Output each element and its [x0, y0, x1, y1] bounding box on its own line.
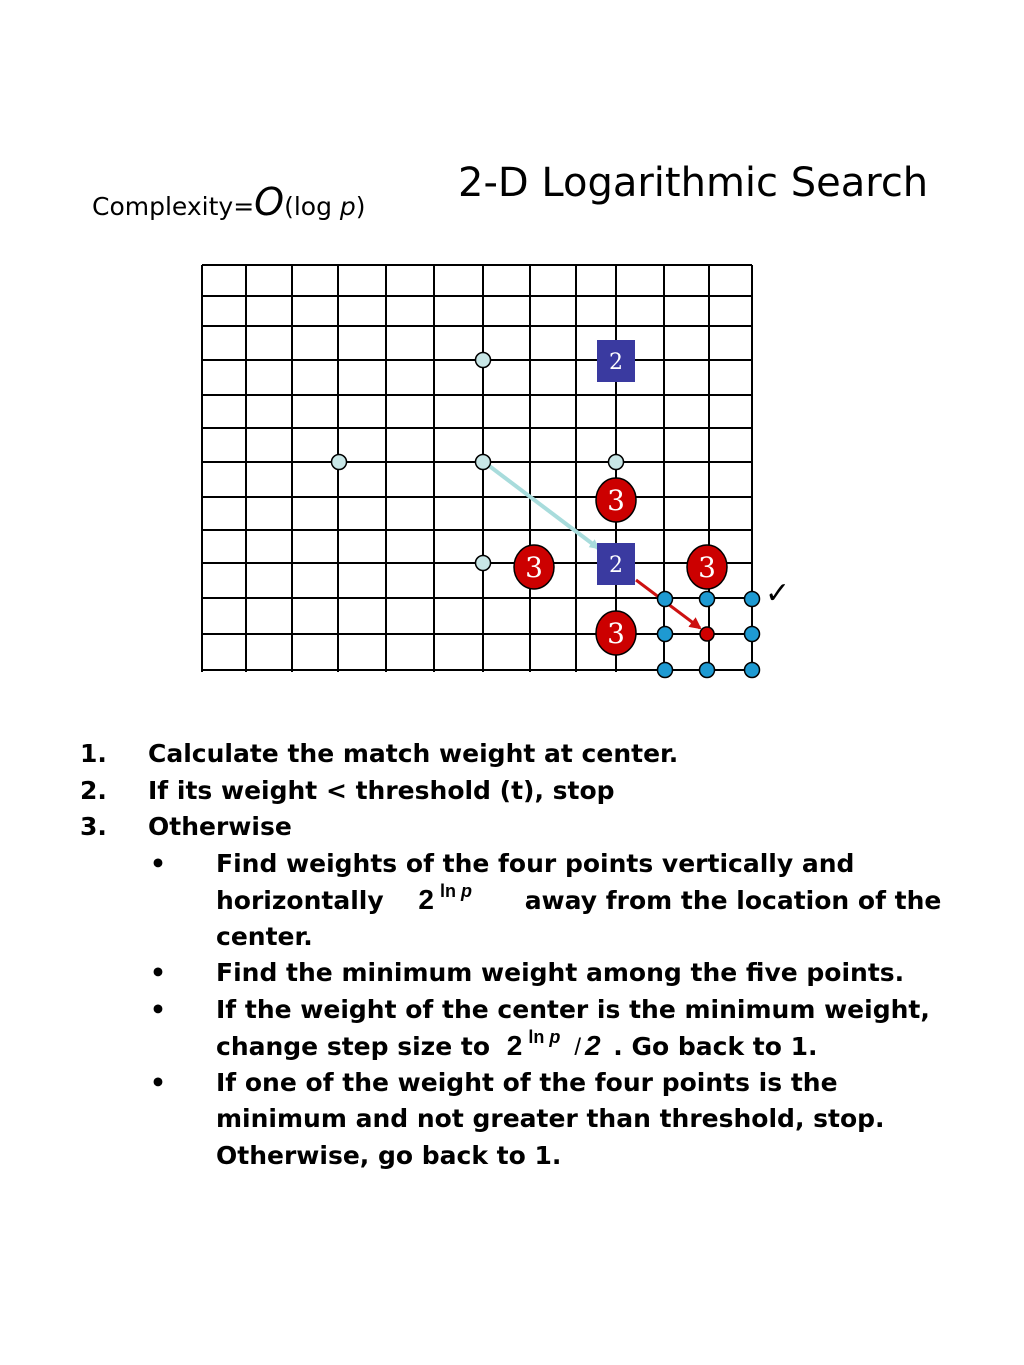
page-title: 2-D Logarithmic Search — [458, 160, 929, 206]
half-step-formula — [506, 1027, 601, 1061]
step1-search-point — [476, 353, 491, 368]
search-path-arrow — [484, 462, 598, 548]
final-search-point — [658, 663, 673, 678]
formula-var: p — [460, 881, 472, 901]
sub-step-text: Find the minimum weight among the five points. — [216, 958, 905, 987]
check-mark-icon: ✓ — [765, 576, 791, 611]
final-search-point — [745, 663, 760, 678]
final-search-point — [658, 627, 673, 642]
step3-label: 3 — [607, 484, 625, 517]
step-text: Calculate the match weight at center. — [148, 739, 679, 768]
final-search-point — [658, 592, 673, 607]
sub-step-text: Otherwise, go back to 1. — [216, 1140, 562, 1170]
search-grid — [202, 265, 752, 672]
formula-var: p — [549, 1027, 561, 1047]
sub-step-text: horizontally — [216, 886, 384, 915]
bullet-icon: • — [150, 994, 166, 1024]
big-o-symbol: O — [254, 180, 285, 224]
final-search-point — [745, 627, 760, 642]
complexity-open: (log — [284, 192, 340, 221]
sub-step-text: minimum and not greater than threshold, stop. — [216, 1104, 885, 1133]
formula-base: 2 — [418, 884, 434, 915]
bullet-icon: • — [150, 958, 166, 987]
final-search-point — [745, 592, 760, 607]
formula-ln: ln — [439, 881, 456, 901]
sub-step-text: center. — [216, 921, 313, 951]
formula-base: 2 — [506, 1030, 523, 1061]
step-number: 1. — [80, 739, 107, 768]
step1-search-point — [476, 556, 491, 571]
step2-label: 2 — [609, 350, 623, 375]
sub-step-text: If one of the weight of the four points is the — [216, 1067, 838, 1097]
complexity-variable: p — [339, 192, 356, 221]
final-search-point — [700, 663, 715, 678]
formula-slash: / — [574, 1034, 581, 1061]
formula-ln: ln — [528, 1027, 545, 1047]
final-search-point — [700, 592, 715, 607]
complexity-close: ) — [355, 192, 366, 221]
step-number: 2. — [80, 775, 107, 805]
step3-label: 3 — [698, 551, 716, 584]
sub-step-text: Find weights of the four points vertically and — [216, 848, 855, 878]
complexity-prefix: Complexity= — [92, 192, 255, 221]
best-match-point — [700, 627, 714, 641]
sub-step-text: change step size to — [216, 1032, 491, 1061]
sub-step-line-with-formula — [216, 1028, 818, 1068]
step-size-formula — [418, 881, 472, 915]
sub-step-text: . Go back to 1. — [613, 1032, 818, 1061]
sub-step-line-with-formula — [216, 882, 941, 922]
bullet-icon: • — [150, 1067, 166, 1097]
sub-step-text: away from the location of the — [524, 886, 942, 915]
step-number: 3. — [80, 812, 107, 841]
step1-search-point — [476, 455, 491, 470]
step2-label: 2 — [609, 553, 623, 578]
step3-label: 3 — [607, 617, 625, 650]
formula-divisor: 2 — [585, 1030, 601, 1061]
step-text: Otherwise — [148, 812, 292, 841]
step-text: If its weight < threshold (t), stop — [148, 775, 615, 805]
formula-exponent — [440, 881, 472, 901]
step1-search-point — [332, 455, 347, 470]
bullet-icon: • — [150, 848, 166, 878]
step3-label: 3 — [525, 551, 543, 584]
sub-step-text: If the weight of the center is the minimum weight, — [216, 994, 930, 1024]
formula-exponent — [528, 1027, 560, 1047]
step1-search-point — [609, 455, 624, 470]
